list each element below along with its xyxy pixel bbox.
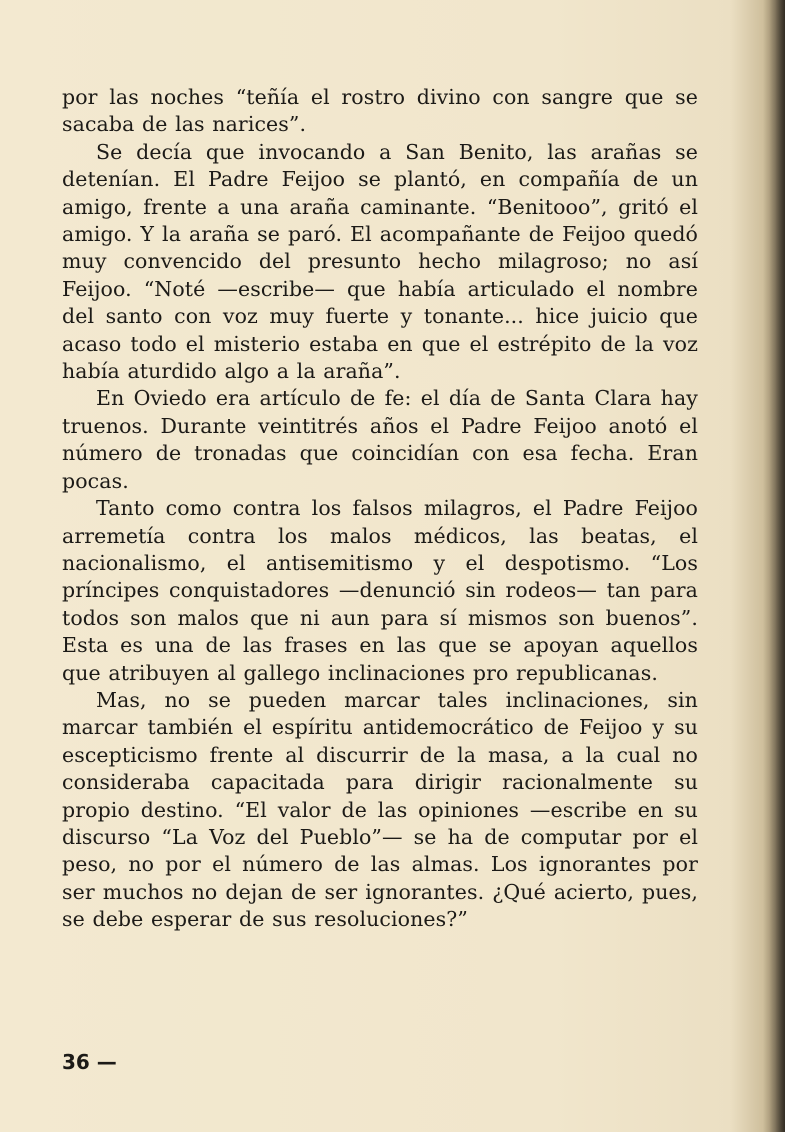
body-text <box>62 84 698 934</box>
page-edge-shadow <box>763 0 785 1132</box>
paragraph: Tanto como contra los falsos milagros, el Padre Feijoo arremetía contra los malos médicos, las beatas, el nacionalismo, el antisemitismo y el despotismo. “Los príncipes conquistadores —denunció sin rodeos— tan para todos son malos que ni aun para sí mismos son buenos”. Esta es una de las frases en las que se apoyan aquellos que atribuyen al gallego inclinaciones pro republicanas. <box>62 496 698 685</box>
paragraph: Mas, no se pueden marcar tales inclinaciones, sin marcar también el espíritu antidemocrático de Feijoo y su escepticismo frente al discurrir de la masa, a la cual no consideraba capacitada para dirigir racionalmente su propio destino. “El valor de las opiniones —escribe en su discurso “La Voz del Pueblo”— se ha de computar por el peso, no por el número de las almas. Los ignorantes por ser muchos no dejan de ser ignorantes. ¿Qué acierto, pues, se debe esperar de sus resoluciones?” <box>62 687 698 932</box>
paragraph: Se decía que invocando a San Benito, las arañas se detenían. El Padre Feijoo se plantó, en compañía de un amigo, frente a una araña caminante. “Benitooo”, gritó el amigo. Y la araña se paró. El acompañante de Feijoo quedó muy convencido del presunto hecho milagroso; no así Feijoo. “Noté —escribe— que había articulado el nombre del santo con voz muy fuerte y tonante... hice juicio que acaso todo el misterio estaba en que el estrépito de la voz había aturdido algo a la araña”. <box>62 139 698 384</box>
paragraph: por las noches “teñía el rostro divino con sangre que se sacaba de las narices”. <box>62 85 698 137</box>
page-number: 36 — <box>62 1050 117 1074</box>
paragraph: En Oviedo era artículo de fe: el día de Santa Clara hay truenos. Durante veintitrés años el Padre Feijoo anotó el número de tronadas que coincidían con esa fecha. Eran pocas. <box>62 386 698 493</box>
